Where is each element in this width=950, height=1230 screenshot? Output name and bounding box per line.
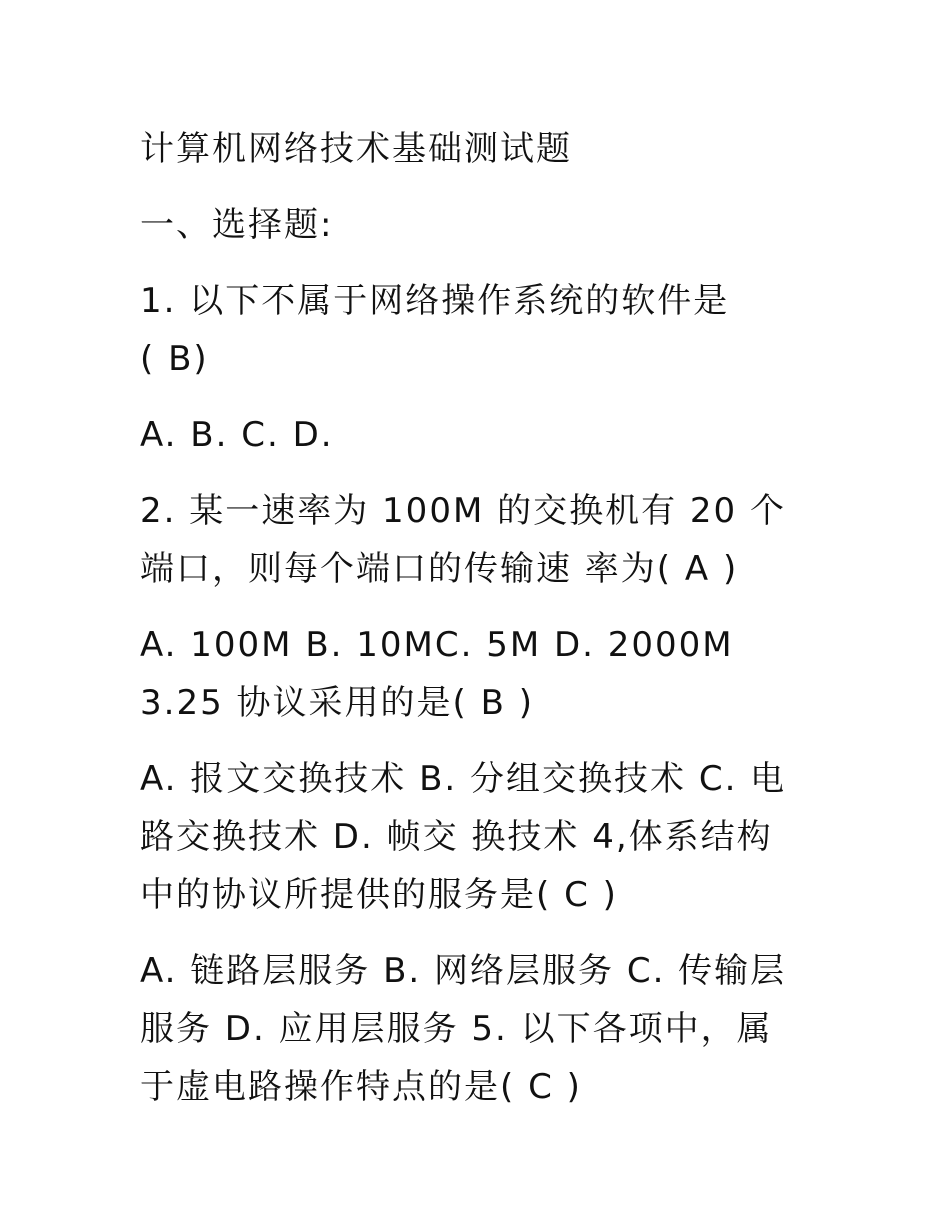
question-2-text-cont: 端口，则每个端口的传输速 率为( A ) xyxy=(140,549,739,589)
question-3-text: 3.25 协议采用的是( B ) xyxy=(140,683,534,723)
section-heading: 一、选择题: xyxy=(140,205,334,245)
document-body xyxy=(140,122,830,1114)
question-2-text: 2. 某一速率为 100M 的交换机有 20 个 xyxy=(140,491,786,531)
question-2-options: A. 100M B. 10MC. 5M D. 2000M xyxy=(140,625,734,665)
question-4-options-line1: A. 链路层服务 B. 网络层服务 C. 传输层 xyxy=(140,951,787,991)
document-title: 计算机网络技术基础测试题 xyxy=(140,129,572,169)
question-4-options-line2: 服务 D. 应用层服务 5. 以下各项中，属 xyxy=(140,1009,773,1049)
question-1-options: A. B. C. D. xyxy=(140,415,334,455)
question-3-options-line2: 路交换技术 D. 帧交 换技术 4,体系结构 xyxy=(140,817,773,857)
question-3-options-line3: 中的协议所提供的服务是( C ) xyxy=(140,875,618,915)
question-4-options-line3: 于虚电路操作特点的是( C ) xyxy=(140,1067,582,1107)
question-3-options-line1: A. 报文交换技术 B. 分组交换技术 C. 电 xyxy=(140,759,787,799)
question-1-answer: ( B) xyxy=(140,339,209,379)
question-1-text: 1. 以下不属于网络操作系统的软件是 xyxy=(140,281,730,321)
